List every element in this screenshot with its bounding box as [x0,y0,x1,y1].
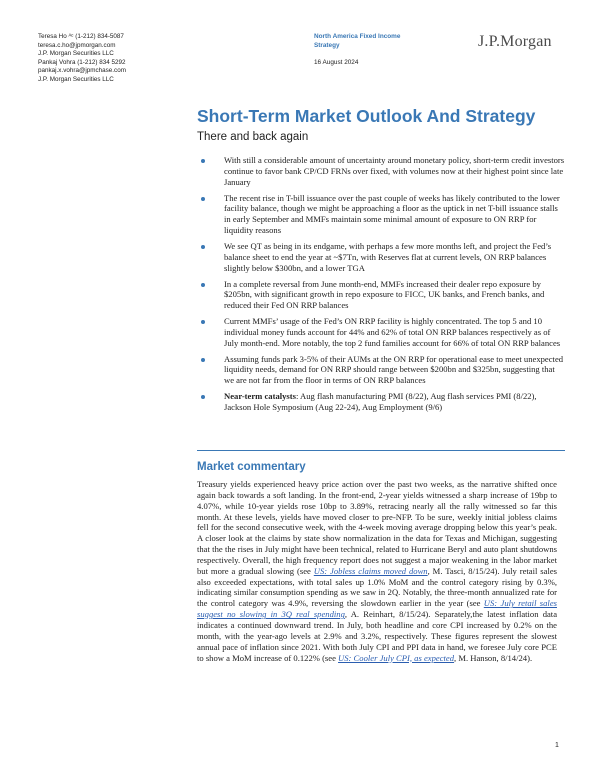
page-title: Short-Term Market Outlook And Strategy [197,106,536,126]
bullet-dot-icon [201,245,205,249]
page-subtitle: There and back again [197,131,309,143]
bullet-dot-icon [201,320,205,324]
bullet-item: Current MMFs’ usage of the Fed’s ON RRP facility is highly concentrated. The top 5 and 10 individual money funds account for 44% and 62% of total ON RRP balances respectively as of July month-end. More notably, the top 2 fund families account for 66% of total ON RRP balances [197,316,565,348]
market-commentary-text: Treasury yields experienced heavy price action over the past two weeks, as the narrative shifted once again back towards a soft landing. In the front-end, 2-year yields witnessed a sharp increase of 19bp to 4.07%, while 10-year yields rose 10bp to 3.89%, retracing nearly all the rally witnessed so far this month. At these levels, yields have moved closer to pre-NFP. To be sure, weekly initial jobless claims fell for the second consecutive week, with the 4-week moving average dropping below this year’s peak. A closer look at the claims by state show normalization in the data for Texas and Michigan, suggesting that the the rises in July might have been technical, related to Hurricane Beryl and auto plant shutdowns respectively. Overall, the high frequency report does not suggest a major weakening in the labor market but more a gradual slowing (see US: Jobless claims moved down, M. Tasci, 8/15/24). July retail sales also exceeded expectations, with total sales up 1.0% MoM and the control category rising by 0.3%, indicating similar consumption spending as we saw in 2Q. Notably, the three-month annualized rate for the control category was 4.9%, reversing the slowdown earlier in the year (see US: July retail sales suggest no slowing in 3Q real spending, A. Reinhart, 8/15/24). Separately,the latest inflation data indicates a continued downward trend. In July, both headline and core CPI increased by 0.2% on the month, with the year-ago levels at 2.9% and 3.2%, respectively. These figures represent the slowest annual pace of inflation since 2021. With both July CPI and PPI data in hand, we foresee July core PCE to show a MoM increase of 0.122% (see US: Cooler July CPI, as expected, M. Hanson, 8/14/24). [197,479,558,663]
bullet-item: The recent rise in T-bill issuance over the past couple of weeks has likely contributed to the lower facility balance, though we might be approaching a floor as the uptick in net T-bill issuance stalls in early September and MMFs maintain some minimal amount of exposure to ON RRP for liquidity reasons [197,193,565,236]
bullet-dot-icon [201,395,205,399]
section-divider [197,450,565,451]
report-series-line1: North America Fixed Income [314,33,401,40]
near-term-catalysts-label: Near-term catalysts [224,391,296,402]
report-info [314,33,400,68]
author-2-org: J.P. Morgan Securities LLC [38,75,114,83]
summary-bullets [197,155,565,418]
bullet-dot-icon [201,358,205,362]
bullet-item: With still a considerable amount of uncertainty around monetary policy, short-term credit investors continue to favor bank CP/CD FRNs over fixed, with volumes now at their highest point since late January [197,155,565,187]
jobless-claims-link[interactable]: US: Jobless claims moved down [313,565,428,576]
section-heading: Market commentary [197,461,306,473]
report-date: 16 August 2024 [314,59,359,67]
bullet-dot-icon [201,283,205,287]
author-1-name: Teresa Ho ᴬᶜ (1-212) 834-5087 [38,33,124,40]
page-number: 1 [555,742,559,749]
retail-sales-link[interactable]: US: July retail sales suggest no slowing in 3Q real spending [197,598,557,620]
bullet-item: Assuming funds park 3-5% of their AUMs at the ON RRP for operational ease to meet unexpected liquidity needs, demand for ON RRP should range between $200bn and $325bn, suggesting that we are not far from the floor in terms of ON RRP balances [197,354,565,386]
author-block [38,33,126,85]
report-series-line2: Strategy [314,41,340,49]
jpmorgan-logo: J.P.Morgan [478,33,552,50]
cpi-link[interactable]: US: Cooler July CPI, as expected [338,652,455,663]
bullet-item: Near-term catalysts: Aug flash manufacturing PMI (8/22), Aug flash services PMI (8/22), Jackson Hole Symposium (Aug 22-24), Aug Employment (9/6) [197,391,565,413]
author-2-email[interactable]: pankaj.x.vohra@jpmchase.com [38,67,126,75]
author-1-org: J.P. Morgan Securities LLC [38,50,114,58]
bullet-dot-icon [201,197,205,201]
author-2-name: Pankaj Vohra (1-212) 834 5292 [38,58,126,66]
author-1-email[interactable]: teresa.c.ho@jpmorgan.com [38,41,116,49]
bullet-item: In a complete reversal from June month-end, MMFs increased their dealer repo exposure by $205bn, with significant growth in repo exposure to FICC, UK banks, and French banks, and reduced their Fed ON RRP balances [197,279,565,311]
bullet-item: We see QT as being in its endgame, with perhaps a few more months left, and project the Fed’s balance sheet to end the year at ~$7Tn, with Reserves flat at current levels, ON RRP balances slightly below $300bn, and a lower TGA [197,241,565,273]
bullet-dot-icon [201,159,205,163]
